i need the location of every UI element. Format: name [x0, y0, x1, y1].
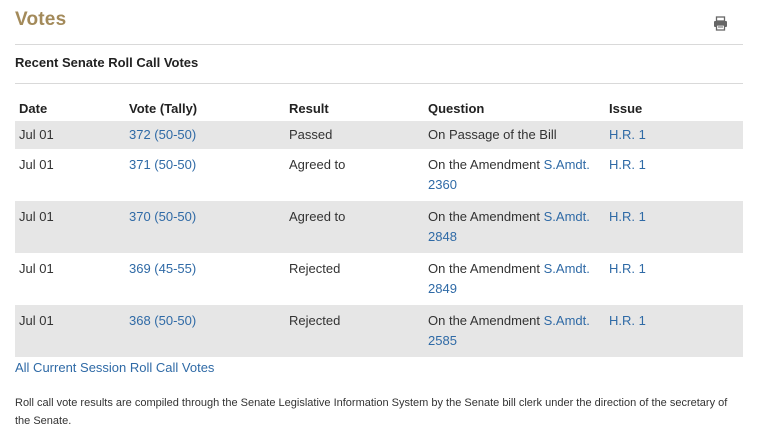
vote-link[interactable]: 369 (45-55) — [129, 261, 197, 276]
all-votes-link[interactable]: All Current Session Roll Call Votes — [15, 360, 215, 375]
cell-issue — [605, 201, 743, 253]
cell-result: Rejected — [289, 261, 341, 276]
table-row — [15, 149, 743, 201]
issue-link[interactable]: H.R. 1 — [609, 127, 646, 142]
cell-date: Jul 01 — [15, 201, 125, 253]
cell-vote — [125, 121, 285, 149]
amendment-link[interactable]: S.Amdt. 2585 — [428, 313, 590, 348]
amendment-link[interactable]: S.Amdt. 2360 — [428, 157, 590, 192]
footer-note: Roll call vote results are compiled through the Senate Legislative Information System by the Senate bill clerk under the direction of the secretary of the Senate. — [15, 397, 728, 427]
issue-link[interactable]: H.R. 1 — [609, 157, 646, 172]
votes-table — [15, 96, 743, 357]
table-row — [15, 201, 743, 253]
cell-result: Rejected — [285, 305, 424, 357]
cell-issue — [605, 121, 743, 149]
header-issue: Issue — [609, 101, 643, 116]
section-subtitle: Recent Senate Roll Call Votes — [15, 55, 199, 70]
cell-vote — [125, 149, 285, 201]
amendment-link[interactable]: S.Amdt. 2849 — [428, 261, 590, 296]
vote-link[interactable]: 371 (50-50) — [129, 157, 197, 172]
amendment-link[interactable]: S.Amdt. 2848 — [428, 209, 590, 244]
cell-result: Agreed to — [289, 157, 346, 172]
cell-result: Passed — [285, 121, 424, 149]
widget-title: Votes — [15, 9, 67, 30]
cell-issue — [605, 305, 743, 357]
table-header-row — [15, 96, 743, 121]
cell-date: Jul 01 — [15, 121, 125, 149]
cell-vote — [125, 201, 285, 253]
cell-question — [424, 305, 605, 357]
header-result: Result — [289, 101, 329, 116]
table-row — [15, 253, 743, 305]
vote-link[interactable]: 372 (50-50) — [129, 127, 197, 142]
cell-question — [424, 201, 605, 253]
cell-vote — [125, 253, 285, 305]
cell-result: Agreed to — [285, 201, 424, 253]
question-text: On the Amendment — [428, 261, 544, 276]
vote-link[interactable]: 368 (50-50) — [129, 313, 197, 328]
question-text: On the Amendment — [428, 157, 544, 172]
issue-link[interactable]: H.R. 1 — [609, 209, 646, 224]
printer-icon[interactable] — [713, 16, 728, 31]
cell-issue — [605, 149, 743, 201]
question-text: On the Amendment — [428, 209, 544, 224]
divider-sub — [15, 83, 743, 84]
cell-question — [424, 121, 605, 149]
divider-top — [15, 44, 743, 45]
header-vote: Vote (Tally) — [129, 101, 198, 116]
question-text: On Passage of the Bill — [428, 127, 557, 142]
cell-question — [424, 253, 605, 305]
cell-vote — [125, 305, 285, 357]
table-row — [15, 121, 743, 149]
issue-link[interactable]: H.R. 1 — [609, 313, 646, 328]
table-row — [15, 305, 743, 357]
cell-date: Jul 01 — [19, 157, 54, 172]
question-text: On the Amendment — [428, 313, 544, 328]
cell-issue — [605, 253, 743, 305]
header-date: Date — [19, 101, 48, 116]
vote-link[interactable]: 370 (50-50) — [129, 209, 197, 224]
cell-date: Jul 01 — [15, 305, 125, 357]
cell-date: Jul 01 — [19, 261, 54, 276]
cell-question — [424, 149, 605, 201]
header-question: Question — [428, 101, 485, 116]
issue-link[interactable]: H.R. 1 — [609, 261, 646, 276]
